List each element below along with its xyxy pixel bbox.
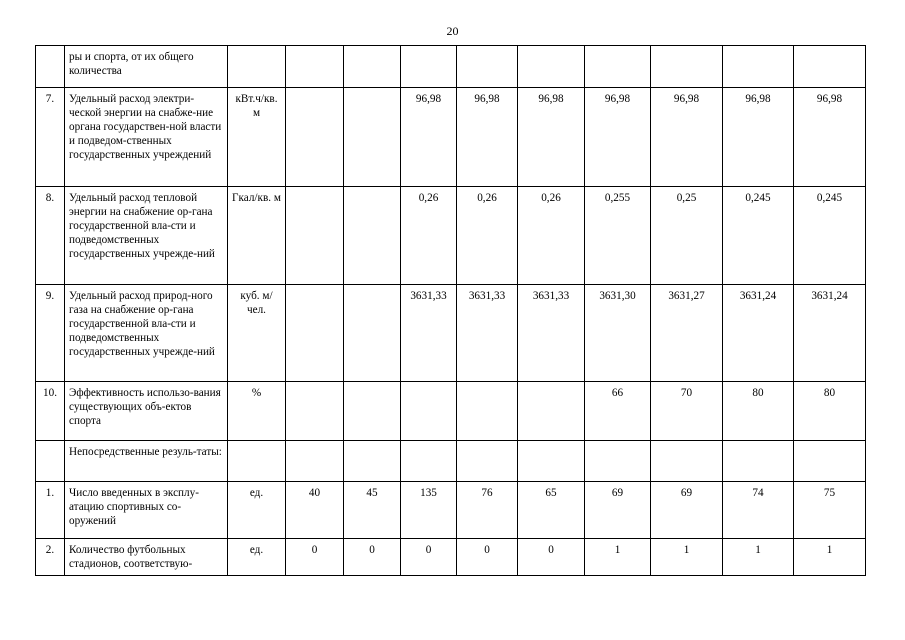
row-number-cell: 7.: [36, 88, 65, 187]
row-number-cell: [36, 441, 65, 482]
value-cell: 3631,24: [794, 285, 866, 382]
value-cell: 0: [518, 539, 585, 576]
value-cell: 70: [651, 382, 723, 441]
value-cell: 96,98: [723, 88, 794, 187]
value-cell: 0,255: [585, 187, 651, 285]
unit-cell: [228, 46, 286, 88]
value-cell: [286, 46, 344, 88]
table-row: [36, 187, 866, 285]
value-cell: 69: [651, 482, 723, 539]
value-cell: 3631,33: [401, 285, 457, 382]
value-cell: 45: [344, 482, 401, 539]
value-cell: [651, 441, 723, 482]
value-cell: [401, 382, 457, 441]
value-cell: 74: [723, 482, 794, 539]
value-cell: 0: [286, 539, 344, 576]
value-cell: 66: [585, 382, 651, 441]
value-cell: [723, 441, 794, 482]
value-cell: 80: [723, 382, 794, 441]
value-cell: 0: [457, 539, 518, 576]
value-cell: 75: [794, 482, 866, 539]
value-cell: 40: [286, 482, 344, 539]
unit-cell: ед.: [228, 539, 286, 576]
value-cell: [518, 441, 585, 482]
indicator-name-cell: Удельный расход электри-ческой энергии на снабже-ние органа государствен-ной власти и подведом-ственных государственных учреждений: [65, 88, 228, 187]
row-number-cell: 9.: [36, 285, 65, 382]
value-cell: [286, 382, 344, 441]
value-cell: 65: [518, 482, 585, 539]
value-cell: 80: [794, 382, 866, 441]
value-cell: [286, 187, 344, 285]
value-cell: 135: [401, 482, 457, 539]
value-cell: 0,25: [651, 187, 723, 285]
row-number-cell: 10.: [36, 382, 65, 441]
value-cell: 0,26: [518, 187, 585, 285]
value-cell: [286, 285, 344, 382]
value-cell: [286, 441, 344, 482]
indicators-table: [35, 45, 866, 576]
value-cell: 0,245: [723, 187, 794, 285]
value-cell: 1: [651, 539, 723, 576]
value-cell: [344, 441, 401, 482]
table-row: [36, 88, 866, 187]
value-cell: 76: [457, 482, 518, 539]
value-cell: [585, 441, 651, 482]
value-cell: 96,98: [585, 88, 651, 187]
value-cell: 1: [585, 539, 651, 576]
value-cell: [585, 46, 651, 88]
value-cell: 3631,33: [457, 285, 518, 382]
value-cell: 3631,24: [723, 285, 794, 382]
unit-cell: ед.: [228, 482, 286, 539]
table-row: [36, 285, 866, 382]
value-cell: 0,26: [401, 187, 457, 285]
row-number-cell: [36, 46, 65, 88]
value-cell: 0: [344, 539, 401, 576]
value-cell: [794, 441, 866, 482]
value-cell: 96,98: [457, 88, 518, 187]
value-cell: 96,98: [518, 88, 585, 187]
value-cell: 1: [794, 539, 866, 576]
value-cell: [344, 382, 401, 441]
value-cell: [518, 46, 585, 88]
unit-cell: кВт.ч/кв. м: [228, 88, 286, 187]
value-cell: 3631,27: [651, 285, 723, 382]
value-cell: [344, 285, 401, 382]
row-number-cell: 1.: [36, 482, 65, 539]
value-cell: 3631,30: [585, 285, 651, 382]
value-cell: [723, 46, 794, 88]
indicator-name-cell: Число введенных в эксплу-атацию спортивных со-оружений: [65, 482, 228, 539]
value-cell: [518, 382, 585, 441]
value-cell: [457, 441, 518, 482]
value-cell: [401, 46, 457, 88]
indicator-name-cell: Количество футбольных стадионов, соответствую-: [65, 539, 228, 576]
page-number: 20: [446, 24, 459, 38]
unit-cell: Гкал/кв. м: [228, 187, 286, 285]
value-cell: 1: [723, 539, 794, 576]
value-cell: [344, 46, 401, 88]
value-cell: 96,98: [401, 88, 457, 187]
indicator-name-cell: Непосредственные резуль-таты:: [65, 441, 228, 482]
unit-cell: %: [228, 382, 286, 441]
indicator-name-cell: Удельный расход тепловой энергии на снабжение ор-гана государственной вла-сти и подведомственных государственных учрежде-ний: [65, 187, 228, 285]
unit-cell: [228, 441, 286, 482]
value-cell: [344, 88, 401, 187]
indicator-name-cell: Удельный расход природ-ного газа на снабжение ор-гана государственной вла-сти и подведомственных государственных учрежде-ний: [65, 285, 228, 382]
value-cell: [286, 88, 344, 187]
value-cell: 0,245: [794, 187, 866, 285]
table-row: [36, 482, 866, 539]
value-cell: [651, 46, 723, 88]
value-cell: [344, 187, 401, 285]
indicator-name-cell: ры и спорта, от их общего количества: [65, 46, 228, 88]
value-cell: 69: [585, 482, 651, 539]
value-cell: [401, 441, 457, 482]
unit-cell: куб. м/чел.: [228, 285, 286, 382]
value-cell: [457, 382, 518, 441]
value-cell: 96,98: [651, 88, 723, 187]
table-row: [36, 539, 866, 576]
value-cell: 0: [401, 539, 457, 576]
value-cell: 3631,33: [518, 285, 585, 382]
table-row: [36, 441, 866, 482]
value-cell: 96,98: [794, 88, 866, 187]
row-number-cell: 2.: [36, 539, 65, 576]
table-row: [36, 382, 866, 441]
value-cell: [457, 46, 518, 88]
value-cell: 0,26: [457, 187, 518, 285]
indicator-name-cell: Эффективность использо-вания существующих объ-ектов спорта: [65, 382, 228, 441]
row-number-cell: 8.: [36, 187, 65, 285]
table-row: [36, 46, 866, 88]
value-cell: [794, 46, 866, 88]
